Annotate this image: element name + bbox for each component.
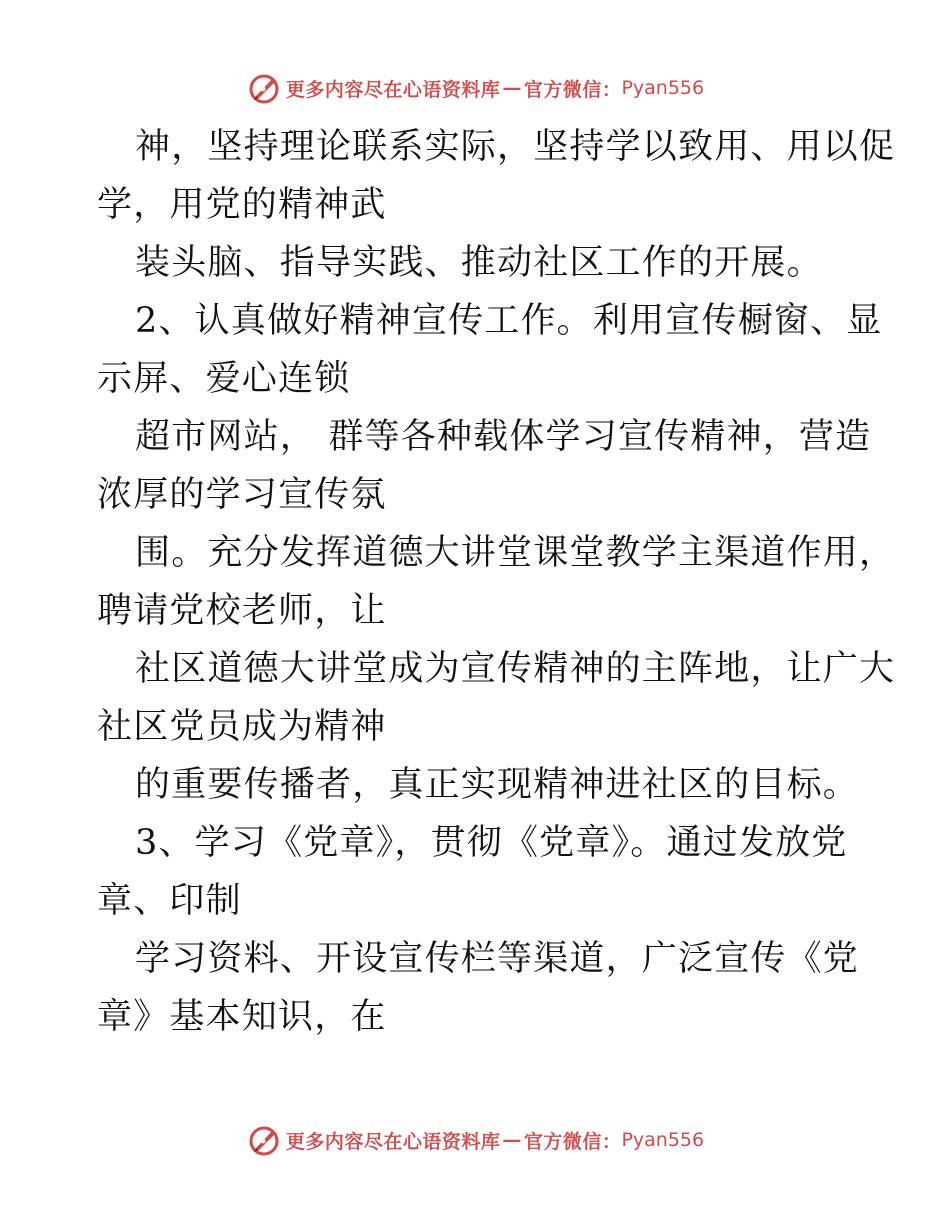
body-line: 学习资料、开设宣传栏等渠道，广泛宣传《党 [135, 939, 860, 979]
body-line: 的重要传播者，真正实现精神进社区的目标。 [135, 765, 860, 805]
header-contact-label: 官方微信： [523, 78, 622, 101]
body-line: 围。充分发挥道德大讲堂课堂教学主渠道作用， [135, 533, 896, 573]
body-line: 2、认真做好精神宣传工作。利用宣传橱窗、显 [135, 301, 883, 341]
body-line: 章、印制 [97, 881, 242, 921]
footer-watermark [0, 1118, 950, 1162]
body-line: 超市网站， 群等各种载体学习宣传精神，营造 [135, 417, 872, 457]
quill-pen-circle-icon [246, 1122, 282, 1158]
header-watermark [0, 66, 950, 110]
body-line: 学，用党的精神武 [97, 185, 387, 225]
document-body [97, 118, 896, 1046]
body-line: 神，坚持理论联系实际，坚持学以致用、用以促 [135, 127, 896, 167]
header-contact-id: Pyan556 [621, 77, 705, 99]
body-line: 3、学习《党章》，贯彻《党章》。通过发放党 [135, 823, 848, 863]
body-line: 章》基本知识，在 [97, 997, 387, 1037]
footer-contact-label: 官方微信： [523, 1130, 622, 1153]
body-line: 社区党员成为精神 [97, 707, 387, 747]
footer-brand-text: 更多内容尽在心语资料库 [285, 1130, 501, 1153]
body-line: 社区道德大讲堂成为宣传精神的主阵地，让广大 [135, 649, 896, 689]
body-line: 聘请党校老师，让 [97, 591, 387, 631]
header-brand-text: 更多内容尽在心语资料库 [285, 78, 501, 101]
body-line: 浓厚的学习宣传氛 [97, 475, 387, 515]
footer-contact-id: Pyan556 [621, 1129, 705, 1151]
body-line: 装头脑、指导实践、推动社区工作的开展。 [135, 243, 823, 283]
body-line: 示屏、爱心连锁 [97, 359, 351, 399]
quill-pen-circle-icon [246, 70, 282, 106]
header-dash: — [502, 77, 522, 99]
footer-dash: — [502, 1129, 522, 1151]
